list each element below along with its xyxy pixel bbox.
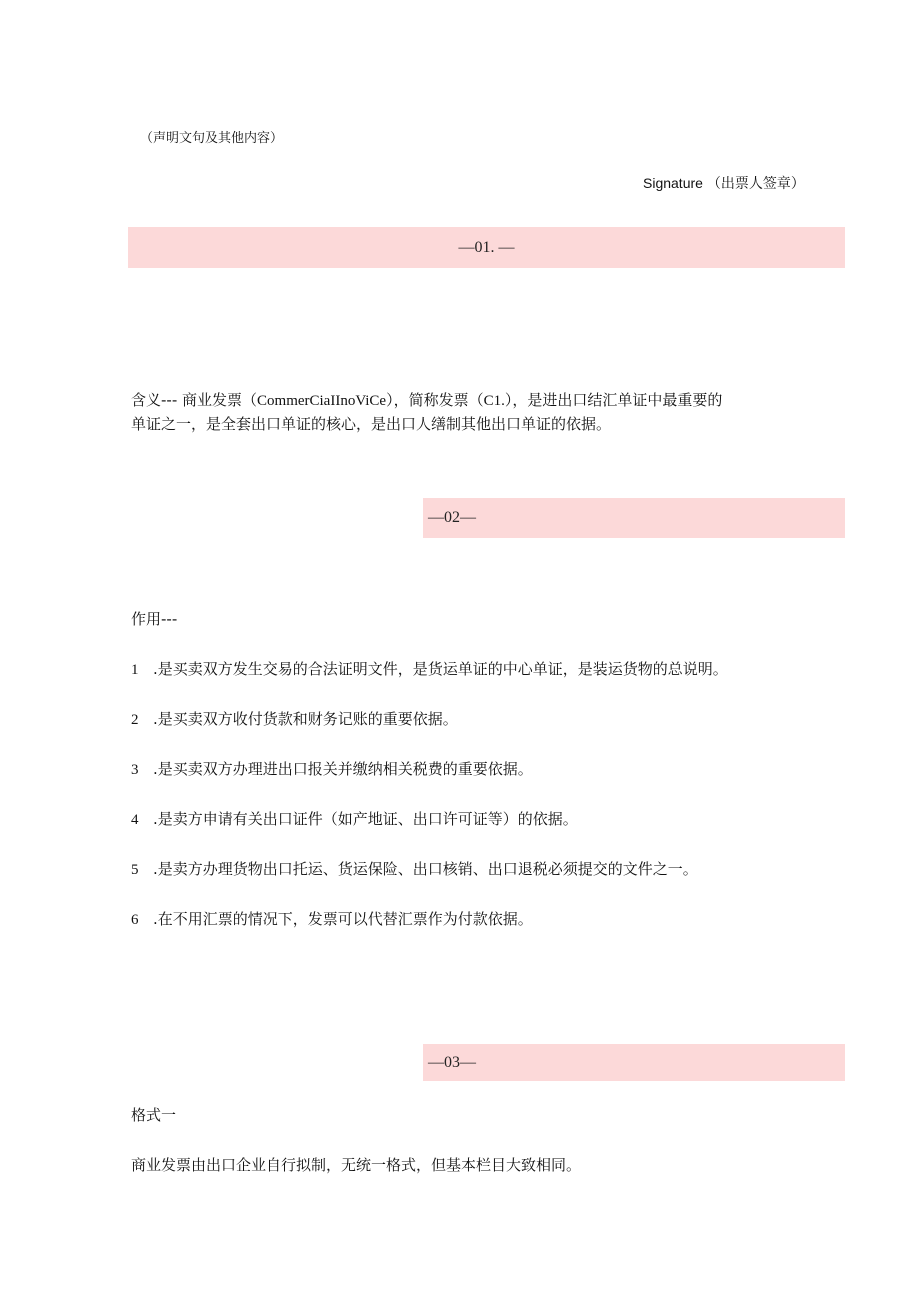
function-item-text: .是买卖双方收付货款和财务记账的重要依据。 [153, 710, 458, 728]
section-banner-03-label: —03— [428, 1053, 476, 1071]
function-item-text: .是买卖双方办理进出口报关并缴纳相关税费的重要依据。 [153, 760, 533, 778]
function-heading: 作用--- [131, 610, 178, 628]
format-text: 商业发票由出口企业自行拟制，无统一格式，但基本栏目大致相同。 [131, 1156, 582, 1174]
function-item-number: 2 [131, 712, 139, 728]
function-item-6 [131, 908, 533, 932]
section-banner-03 [423, 1044, 845, 1081]
statement-text: （声明文句及其他内容） [140, 131, 284, 146]
function-item-number: 3 [131, 762, 139, 778]
signature-text: Signature （出票人签章） [643, 175, 805, 191]
meaning-line-2: 单证之一，是全套出口单证的核心，是出口人缮制其他出口单证的依据。 [131, 415, 612, 433]
section-banner-01 [128, 227, 845, 268]
function-item-text: .是卖方办理货物出口托运、货运保险、出口核销、出口退税必须提交的文件之一。 [153, 860, 698, 878]
meaning-line1-end: ），是进出口结汇单证中最重要的 [504, 391, 723, 409]
function-item-text: .在不用汇票的情况下，发票可以代替汇票作为付款依据。 [153, 910, 533, 928]
function-item-number: 1 [131, 662, 139, 678]
meaning-abbr: C1. [483, 393, 505, 409]
function-item-number: 6 [131, 912, 139, 928]
function-item-text: .是卖方申请有关出口证件（如产地证、出口许可证等）的依据。 [153, 810, 578, 828]
function-item-3 [131, 758, 533, 782]
function-item-4 [131, 808, 578, 832]
section-banner-02-label: —02— [428, 509, 476, 526]
function-item-number: 5 [131, 862, 139, 878]
function-item-5 [131, 858, 698, 882]
meaning-prefix: 含义--- 商业发票（ [131, 391, 258, 409]
function-item-text: .是买卖双方发生交易的合法证明文件，是货运单证的中心单证，是装运货物的总说明。 [153, 660, 728, 678]
meaning-mid: ），简称发票（ [386, 391, 484, 409]
function-item-1 [131, 658, 728, 682]
section-banner-02 [423, 498, 845, 538]
section-banner-01-label: —01. — [458, 238, 515, 256]
function-item-2 [131, 708, 458, 732]
meaning-term: CommerCiaIInoViCe [257, 393, 387, 409]
format-heading: 格式一 [131, 1106, 177, 1124]
function-item-number: 4 [131, 812, 139, 828]
meaning-paragraph [131, 389, 722, 436]
meaning-line-1 [131, 389, 722, 413]
